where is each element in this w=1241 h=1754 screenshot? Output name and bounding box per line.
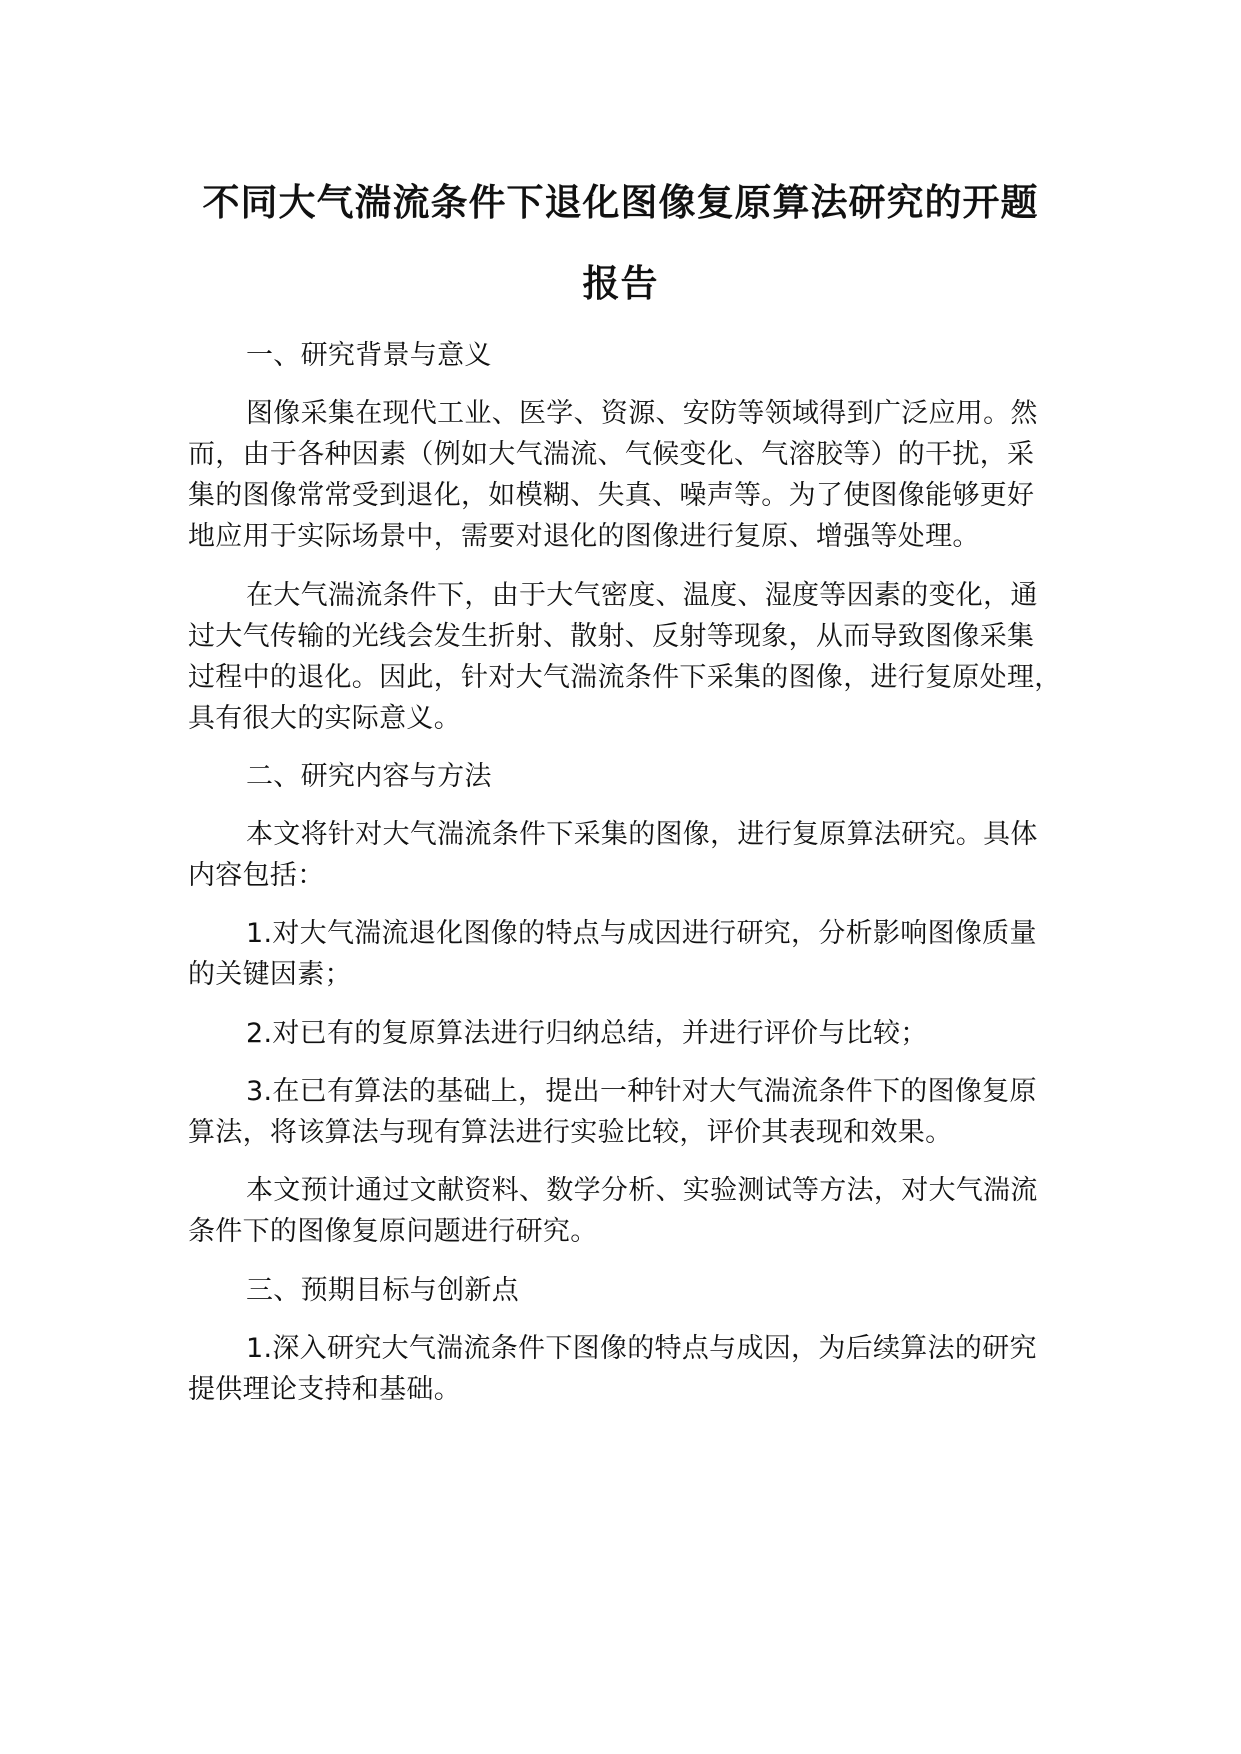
paragraph-line: 过程中的退化。因此，针对大气湍流条件下采集的图像，进行复原处理， bbox=[188, 662, 1062, 693]
section-heading-2: 二、研究内容与方法 bbox=[246, 761, 492, 792]
list-item-line: 2.对已有的复原算法进行归纳总结，并进行评价与比较； bbox=[246, 1018, 928, 1049]
paragraph-line: 过大气传输的光线会发生折射、散射、反射等现象，从而导致图像采集 bbox=[188, 621, 1035, 652]
paragraph-line: 内容包括： bbox=[188, 860, 325, 891]
paragraph-line: 本文预计通过文献资料、数学分析、实验测试等方法，对大气湍流 bbox=[246, 1175, 1038, 1206]
paragraph-line: 图像采集在现代工业、医学、资源、安防等领域得到广泛应用。然 bbox=[246, 398, 1038, 429]
paragraph-line: 在大气湍流条件下，由于大气密度、温度、湿度等因素的变化，通 bbox=[246, 580, 1038, 611]
paragraph-line: 本文将针对大气湍流条件下采集的图像，进行复原算法研究。具体 bbox=[246, 819, 1038, 850]
list-item-line: 1.深入研究大气湍流条件下图像的特点与成因，为后续算法的研究 bbox=[246, 1333, 1037, 1364]
list-item-line: 1.对大气湍流退化图像的特点与成因进行研究，分析影响图像质量 bbox=[246, 918, 1037, 949]
paragraph-line: 而，由于各种因素（例如大气湍流、气候变化、气溶胶等）的干扰，采 bbox=[188, 439, 1035, 470]
section-heading-3: 三、预期目标与创新点 bbox=[246, 1275, 519, 1306]
section-heading-1: 一、研究背景与意义 bbox=[246, 340, 492, 371]
list-item-line: 的关键因素； bbox=[188, 959, 352, 990]
paragraph-line: 条件下的图像复原问题进行研究。 bbox=[188, 1216, 598, 1247]
paragraph-line: 地应用于实际场景中，需要对退化的图像进行复原、增强等处理。 bbox=[188, 521, 980, 552]
paragraph-line: 集的图像常常受到退化，如模糊、失真、噪声等。为了使图像能够更好 bbox=[188, 480, 1035, 511]
document-title-line-2: 报告 bbox=[582, 262, 659, 305]
document-title-line-1: 不同大气湍流条件下退化图像复原算法研究的开题 bbox=[202, 181, 1039, 224]
list-item-line: 3.在已有算法的基础上，提出一种针对大气湍流条件下的图像复原 bbox=[246, 1076, 1037, 1107]
paragraph-line: 具有很大的实际意义。 bbox=[188, 703, 461, 734]
list-item-line: 算法，将该算法与现有算法进行实验比较，评价其表现和效果。 bbox=[188, 1117, 953, 1148]
list-item-line: 提供理论支持和基础。 bbox=[188, 1374, 461, 1405]
